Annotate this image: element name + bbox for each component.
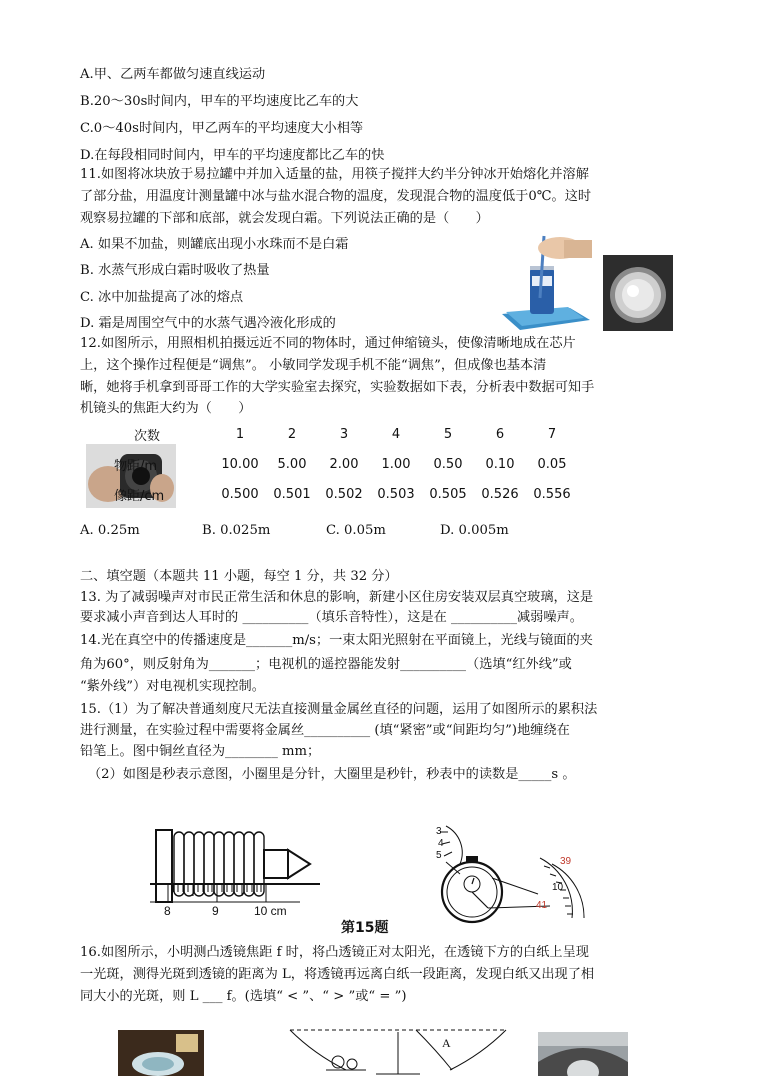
table-header-cell: 5 (443, 426, 453, 442)
q16-lens-diagram (286, 1024, 510, 1076)
q12-stem-line4: 机镜头的焦距大约为（ ） (80, 401, 252, 416)
figure-15-caption: 第15题 (341, 920, 389, 936)
table-cell: 0.556 (533, 486, 571, 502)
q11-option-a: A. 如果不加盐，则罐底出现小水珠而不是白霜 (80, 237, 349, 252)
coil-ruler-figure (150, 826, 320, 922)
table-cell: 0.500 (221, 486, 259, 502)
table-cell: 0.526 (481, 486, 519, 502)
q14-line2: 角为60°，则反射角为_______；电视机的遥控器能发射__________（选填“红外线”或 (80, 657, 572, 672)
table-header-row (80, 419, 578, 449)
q11-stem-line2: 了部分盐，用温度计测量罐中冰与盐水混合物的温度，发现混合物的温度低于0℃。这时 (80, 189, 592, 204)
q15-line3: 铅笔上。图中铜丝直径为________ mm； (80, 744, 321, 759)
q11-option-c: C. 冰中加盐提高了冰的熔点 (80, 290, 244, 305)
ruler-tick-8: 8 (164, 904, 171, 918)
q16-line2: 一光斑，测得光斑到透镜的距离为 L，将透镜再远离白纸一段距离，发现白纸又出现了相 (80, 967, 595, 982)
ruler-tick-10cm: 10 cm (254, 904, 287, 918)
q16-line1: 16.如图所示，小明测凸透镜焦距 f 时，将凸透镜正对太阳光，在透镜下方的白纸上呈现 (80, 945, 589, 960)
q12-stem-line3: 晰，她将手机拿到哥哥工作的大学实验室去探究，实验数据如下表，分析表中数据可知手 (80, 380, 595, 395)
table-header-cell: 1 (235, 426, 245, 442)
stopwatch-second-41: 41 (536, 900, 548, 911)
table-cell: 0.05 (537, 456, 567, 472)
table-header-cell: 6 (495, 426, 505, 442)
section-heading: 二、填空题（本题共 11 小题，每空 1 分，共 32 分） (80, 569, 398, 584)
q12-option-b: B. 0.025m (202, 523, 271, 538)
table-header-cell: 次数 (133, 428, 160, 444)
q12-stem-line1: 12.如图所示，用照相机拍摄远近不同的物体时，通过伸缩镜头，使像清晰地成在芯片 (80, 336, 576, 351)
q11-stem-line1: 11.如图将冰块放于易拉罐中并加入适量的盐，用筷子搅拌大约半分钟冰开始熔化并溶解 (80, 167, 589, 182)
stopwatch-second-10: 10 (552, 882, 564, 893)
q10-option-c: C.0～40s时间内，甲乙两车的平均速度大小相等 (80, 121, 364, 136)
table-header-cell: 2 (287, 426, 297, 442)
table-cell: 2.00 (329, 456, 359, 472)
q12-data-table (80, 419, 578, 509)
q11-frost-photo (603, 255, 673, 331)
stopwatch-second-39: 39 (560, 856, 572, 867)
table-cell: 10.00 (221, 456, 259, 472)
table-header-cell: 7 (547, 426, 557, 442)
q11-stem-line3: 观察易拉罐的下部和底部，就会发现白霜。下列说法正确的是（ ） (80, 211, 489, 226)
q11-option-b: B. 水蒸气形成白霜时吸收了热量 (80, 263, 270, 278)
table-cell: 5.00 (277, 456, 307, 472)
q15-line4: （2）如图是秒表示意图，小圈里是分针，大圈里是秒针，秒表中的读数是_____s 。 (88, 767, 576, 782)
q10-option-d: D.在每段相同时间内，甲车的平均速度都比乙车的快 (80, 148, 385, 163)
stopwatch-minute-4: 4 (438, 838, 444, 849)
table-row-label: 物距/m (114, 458, 158, 474)
q14-line1: 14.光在真空中的传播速度是_______m/s；一束太阳光照射在平面镜上，光线与镜面的夹 (80, 633, 593, 648)
q16-bridge-photo (538, 1032, 628, 1076)
q15-line2: 进行测量，在实验过程中需要将金属丝__________ (填“紧密”或“间距均匀”)地缠绕在 (80, 723, 570, 738)
q14-line3: “紫外线”）对电视机实现控制。 (80, 679, 265, 694)
table-cell: 0.502 (325, 486, 363, 502)
table-header-cell: 4 (391, 426, 401, 442)
table-cell: 0.503 (377, 486, 415, 502)
table-cell: 0.10 (485, 456, 515, 472)
q12-stem-line2: 上，这个操作过程便是“调焦”。 小敏同学发现手机不能“调焦”，但成像也基本清 (80, 358, 547, 373)
q11-can-photo (500, 228, 592, 334)
q11-option-d: D. 霜是周围空气中的水蒸气遇冷液化形成的 (80, 316, 336, 331)
q12-option-d: D. 0.005m (440, 523, 509, 538)
table-header-cell: 3 (339, 426, 349, 442)
stopwatch-minute-5: 5 (436, 850, 442, 861)
table-cell: 0.50 (433, 456, 463, 472)
table-cell: 0.505 (429, 486, 467, 502)
lens-label-a: A (442, 1036, 451, 1050)
q10-option-b: B.20～30s时间内，甲车的平均速度比乙车的大 (80, 94, 359, 109)
stopwatch-minute-3: 3 (436, 826, 442, 837)
q12-option-c: C. 0.05m (326, 523, 386, 538)
stopwatch-figure (420, 822, 590, 930)
q13-line2: 要求减小声音到达人耳时的 __________（填乐音特性），这是在 __________减弱噪声。 (80, 610, 583, 625)
table-cell: 1.00 (381, 456, 411, 472)
q13-line1: 13. 为了减弱噪声对市民正常生活和休息的影响，新建小区住房安装双层真空玻璃，这是 (80, 590, 594, 605)
q12-option-a: A. 0.25m (80, 523, 140, 538)
ruler-tick-9: 9 (212, 904, 219, 918)
table-cell: 0.501 (273, 486, 311, 502)
q16-photo-left (118, 1030, 204, 1076)
q16-line3: 同大小的光斑，则 L ___ f。(选填“ < ”、“ > ”或“ = ”) (80, 989, 407, 1004)
q15-line1: 15.（1）为了解决普通刻度尺无法直接测量金属丝直径的问题，运用了如图所示的累积法 (80, 702, 598, 717)
table-row-label: 像距/cm (114, 488, 165, 504)
table-row (80, 449, 578, 479)
table-row (80, 479, 578, 509)
q10-option-a: A.甲、乙两车都做匀速直线运动 (80, 67, 266, 82)
